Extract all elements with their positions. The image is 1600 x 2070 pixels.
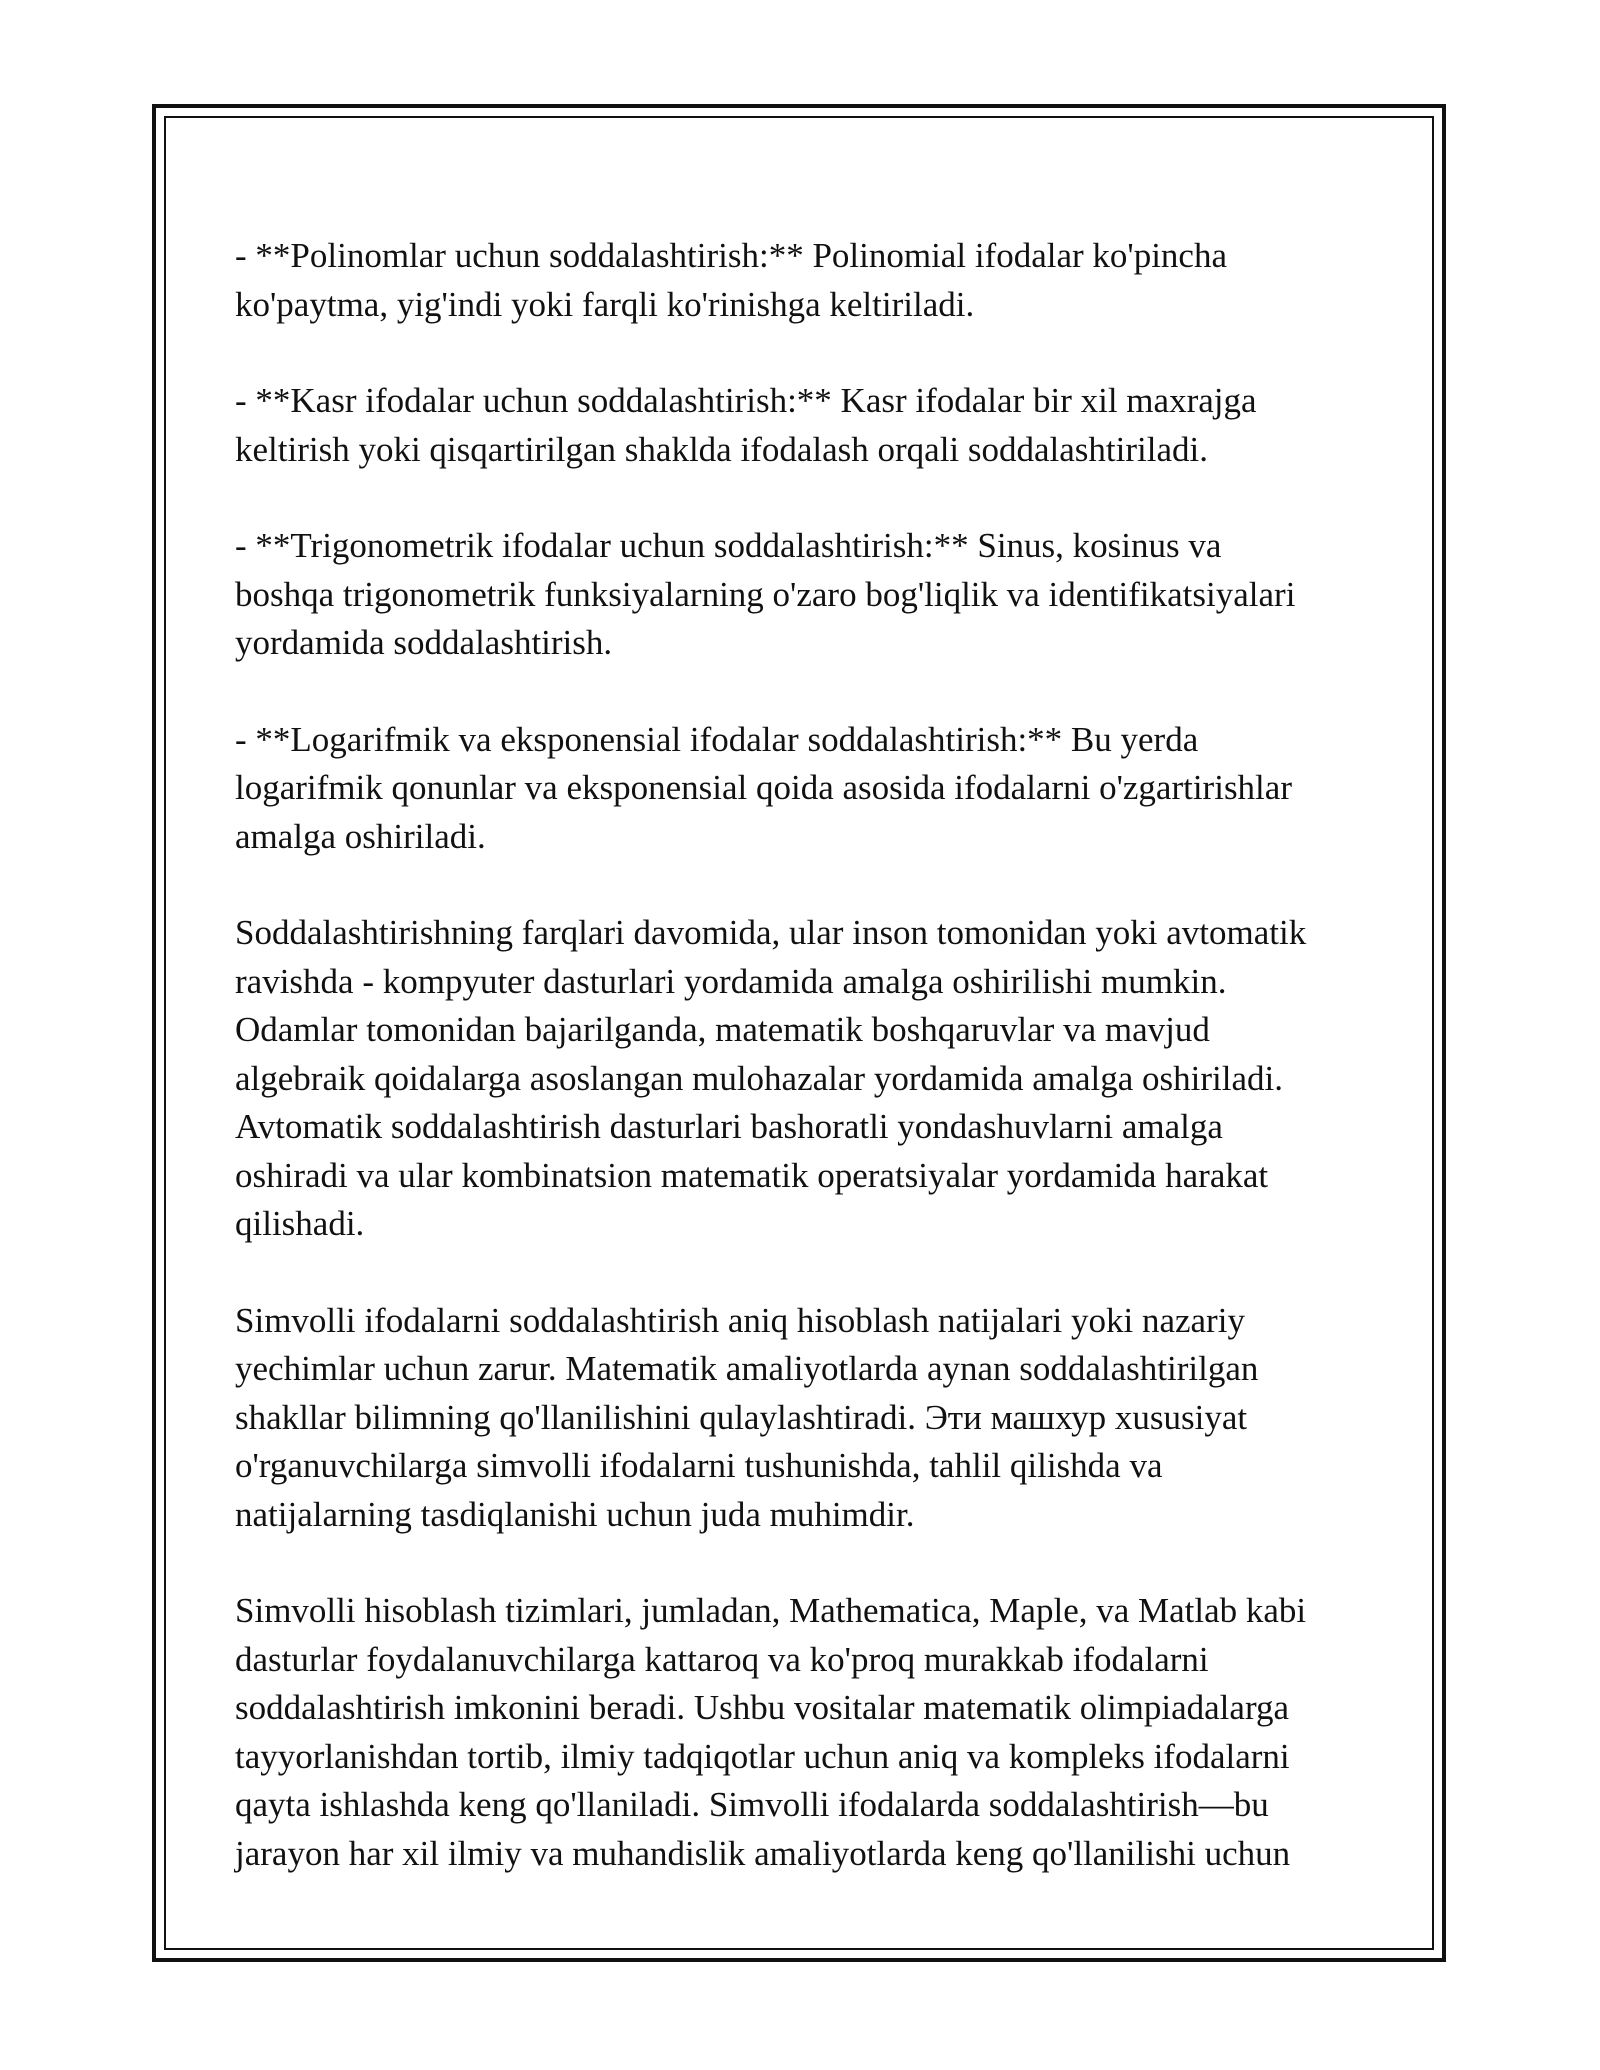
text-line: - **Kasr ifodalar uchun soddalashtirish:** Kasr ifodalar bir xil maxrajga: [235, 381, 1257, 420]
page-body: [235, 232, 1385, 1878]
text-line: - **Trigonometrik ifodalar uchun soddalashtirish:** Sinus, kosinus va: [235, 526, 1222, 565]
text-line: amalga oshiriladi.: [235, 816, 486, 856]
text-line: boshqa trigonometrik funksiyalarning o'zaro bog'liqlik va identifikatsiyalari: [235, 574, 1296, 614]
text-line: yechimlar uchun zarur. Matematik amaliyotlarda aynan soddalashtirilgan: [235, 1349, 1259, 1388]
text-line: logarifmik qonunlar va eksponensial qoida asosida ifodalarni o'zgartirishlar: [235, 768, 1292, 807]
text-line: shakllar bilimning qo'llanilishini qulaylashtiradi. Эти машхур xususiyat: [235, 1397, 1248, 1437]
text-line: algebraik qoidalarga asoslangan mulohazalar yordamida amalga oshiriladi.: [235, 1058, 1284, 1098]
paragraph-fractions: [235, 377, 1385, 474]
text-line: dasturlar foydalanuvchilarga kattaroq va ko'proq murakkab ifodalarni: [235, 1639, 1209, 1679]
paragraph-trigonometric: [235, 522, 1385, 668]
text-line: - **Polinomlar uchun soddalashtirish:** Polinomial ifodalar ko'pincha: [235, 236, 1227, 275]
text-line: Avtomatik soddalashtirish dasturlari bashoratli yondashuvlarni amalga: [235, 1107, 1223, 1146]
text-line: qayta ishlashda keng qo'llaniladi. Simvolli ifodalarda soddalashtirish—bu: [235, 1785, 1269, 1824]
text-line: soddalashtirish imkonini beradi. Ushbu vositalar matematik olimpiadalarga: [235, 1688, 1289, 1727]
text-line: jarayon har xil ilmiy va muhandislik amaliyotlarda keng qo'llanilishi uchun: [235, 1833, 1291, 1873]
text-line: natijalarning tasdiqlanishi uchun juda muhimdir.: [235, 1494, 915, 1534]
text-line: o'rganuvchilarga simvolli ifodalarni tushunishda, tahlil qilishda va: [235, 1446, 1163, 1485]
text-line: - **Logarifmik va eksponensial ifodalar soddalashtirish:** Bu yerda: [235, 719, 1199, 759]
text-line: ko'paytma, yig'indi yoki farqli ko'rinishga keltiriladi.: [235, 284, 975, 324]
text-line: yordamida soddalashtirish.: [235, 623, 613, 662]
paragraph-logarithmic: [235, 716, 1385, 862]
text-line: tayyorlanishdan tortib, ilmiy tadqiqotlar uchun aniq va kompleks ifodalarni: [235, 1736, 1290, 1776]
text-line: Odamlar tomonidan bajarilganda, matematik boshqaruvlar va mavjud: [235, 1010, 1210, 1049]
paragraph-symbolic-systems: [235, 1587, 1385, 1878]
text-line: Simvolli ifodalarni soddalashtirish aniq hisoblash natijalari yoki nazariy: [235, 1300, 1245, 1340]
text-line: qilishadi.: [235, 1204, 365, 1243]
text-line: Soddalashtirishning farqlari davomida, ular inson tomonidan yoki avtomatik: [235, 913, 1307, 952]
text-line: Simvolli hisoblash tizimlari, jumladan, Mathematica, Maple, va Matlab kabi: [235, 1591, 1307, 1630]
text-line: keltirish yoki qisqartirilgan shaklda ifodalash orqali soddalashtiriladi.: [235, 429, 1208, 469]
paragraph-differences: [235, 909, 1385, 1249]
text-line: oshiradi va ular kombinatsion matematik operatsiyalar yordamida harakat: [235, 1155, 1269, 1195]
paragraph-polynomials: [235, 232, 1385, 329]
paragraph-symbolic-importance: [235, 1297, 1385, 1540]
text-line: ravishda - kompyuter dasturlari yordamida amalga oshirilishi mumkin.: [235, 961, 1227, 1001]
